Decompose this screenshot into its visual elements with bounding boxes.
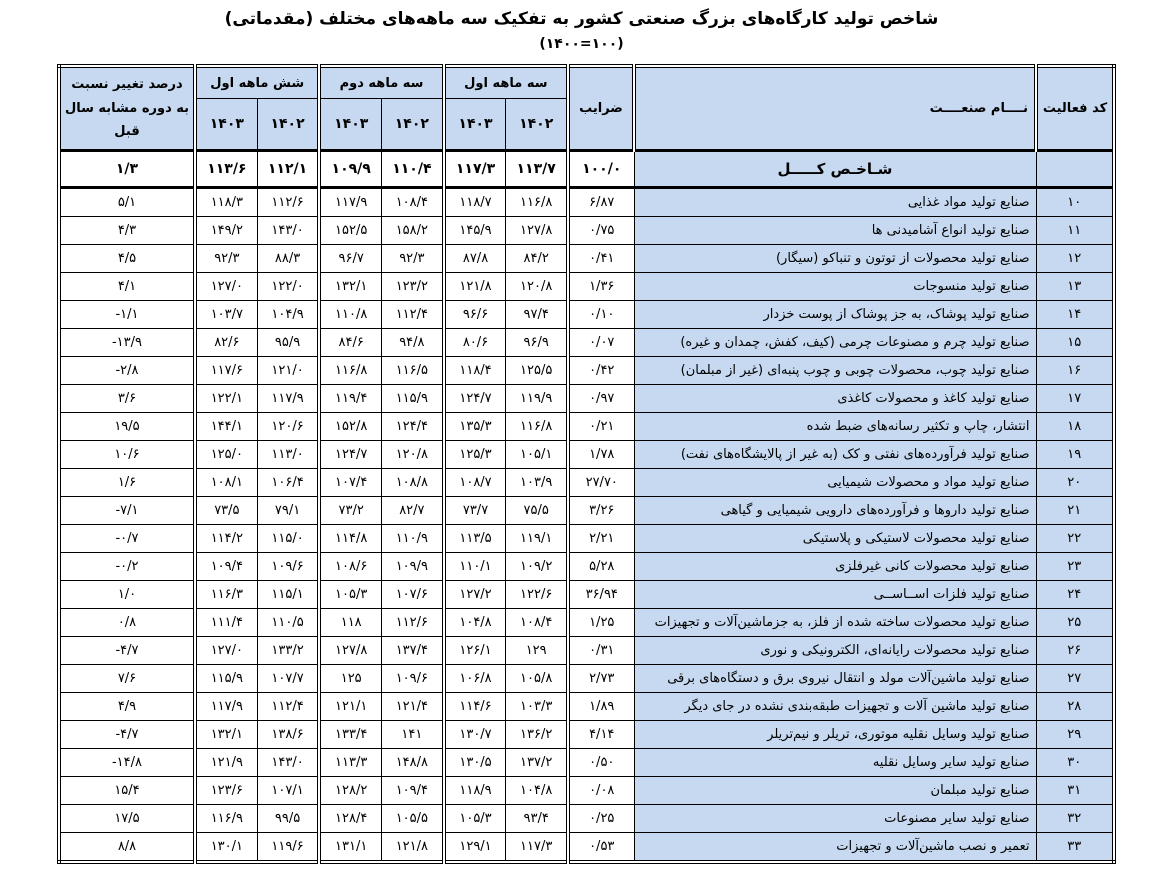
activity-code-cell: ۲۳ bbox=[1036, 553, 1114, 581]
activity-code-cell: ۲۱ bbox=[1036, 497, 1114, 525]
industry-name-cell: صنایع تولید چوب، محصولات چوبی و چوب پنبه‌ای (غیر از مبلمان) bbox=[634, 357, 1036, 385]
industry-name-cell: صنایع تولید داروها و فرآورده‌های دارویی شیمیایی و گیاهی bbox=[634, 497, 1036, 525]
coefficient-cell: ۳۶/۹۴ bbox=[568, 581, 634, 609]
table-header bbox=[59, 66, 1114, 151]
q1-1403-cell: ۱۰۴/۸ bbox=[444, 609, 506, 637]
q1-1403-cell: ۱۱۸/۹ bbox=[444, 777, 506, 805]
h1-1402-cell: ۱۳۸/۶ bbox=[257, 721, 319, 749]
q2-1402-cell: ۱۱۶/۵ bbox=[382, 357, 444, 385]
h1-1402-cell: ۹۵/۹ bbox=[257, 329, 319, 357]
industry-name-cell: صنایع تولید ماشین‌آلات مولد و انتقال نیروی برق و دستگاه‌های برقی bbox=[634, 665, 1036, 693]
coefficient-cell: ۱/۳۶ bbox=[568, 273, 634, 301]
h1-1403-cell: ۱۲۱/۹ bbox=[195, 749, 257, 777]
activity-code-cell: ۲۶ bbox=[1036, 637, 1114, 665]
q2-1403-cell: ۱۵۲/۸ bbox=[319, 413, 381, 441]
h1-1403-cell: ۱۰۹/۴ bbox=[195, 553, 257, 581]
q1-1402-cell: ۱۳۷/۲ bbox=[506, 749, 568, 777]
industry-name-cell: صنایع تولید سایر وسایل نقلیه bbox=[634, 749, 1036, 777]
q1-1402-cell: ۸۴/۲ bbox=[506, 245, 568, 273]
q1-1403-cell: ۱۱۸/۴ bbox=[444, 357, 506, 385]
coefficient-cell: ۰/۲۱ bbox=[568, 413, 634, 441]
activity-code-cell: ۳۰ bbox=[1036, 749, 1114, 777]
activity-code-cell: ۱۶ bbox=[1036, 357, 1114, 385]
industry-name-cell: صنایع تولید کاغذ و محصولات کاغذی bbox=[634, 385, 1036, 413]
q2-1402-cell: ۱۲۳/۲ bbox=[382, 273, 444, 301]
h1-1402-cell: ۱۲۰/۶ bbox=[257, 413, 319, 441]
industry-name-cell: صنایع تولید محصولات ساخته شده از فلز، به جزماشین‌آلات و تجهیزات bbox=[634, 609, 1036, 637]
header-activity-code: کد فعالیت bbox=[1036, 66, 1114, 151]
q1-1402-cell: ۱۱۷/۳ bbox=[506, 833, 568, 863]
coefficient-cell: ۰/۳۱ bbox=[568, 637, 634, 665]
q2-1403-cell: ۱۲۵ bbox=[319, 665, 381, 693]
coefficient-cell: ۵/۲۸ bbox=[568, 553, 634, 581]
q2-1402-cell: ۱۰۹/۹ bbox=[382, 553, 444, 581]
percent-change-cell: ۱۹/۵ bbox=[59, 413, 195, 441]
coefficient-cell: ۳/۲۶ bbox=[568, 497, 634, 525]
table-row bbox=[59, 273, 1114, 301]
q2-1402-cell: ۹۴/۸ bbox=[382, 329, 444, 357]
q1-1402-cell: ۱۱۶/۸ bbox=[506, 188, 568, 217]
table-row bbox=[59, 805, 1114, 833]
production-index-table bbox=[57, 64, 1116, 864]
industry-name-cell: صنایع تولید مبلمان bbox=[634, 777, 1036, 805]
q2-1403-cell: ۸۴/۶ bbox=[319, 329, 381, 357]
percent-change-cell: ۵/۱ bbox=[59, 188, 195, 217]
q1-1402-cell: ۹۳/۴ bbox=[506, 805, 568, 833]
coefficient-cell: ۰/۵۳ bbox=[568, 833, 634, 863]
q1-1403-cell: ۹۶/۶ bbox=[444, 301, 506, 329]
q2-1403-cell: ۱۰۷/۴ bbox=[319, 469, 381, 497]
q2-1402-cell: ۱۳۷/۴ bbox=[382, 637, 444, 665]
percent-change-cell: ۱۰/۶ bbox=[59, 441, 195, 469]
q2-1403-cell: ۱۱۰/۸ bbox=[319, 301, 381, 329]
activity-code-cell: ۱۵ bbox=[1036, 329, 1114, 357]
q1-1402-cell: ۱۰۹/۲ bbox=[506, 553, 568, 581]
q1-1403-cell: ۱۰۸/۷ bbox=[444, 469, 506, 497]
q1-1403-cell: ۱۲۹/۱ bbox=[444, 833, 506, 863]
h1-1403-cell: ۱۱۴/۲ bbox=[195, 525, 257, 553]
h1-1403-cell: ۱۱۶/۹ bbox=[195, 805, 257, 833]
activity-code-cell: ۱۷ bbox=[1036, 385, 1114, 413]
table-row bbox=[59, 188, 1114, 217]
table-row bbox=[59, 301, 1114, 329]
activity-code-cell: ۲۹ bbox=[1036, 721, 1114, 749]
q1-1402-cell: ۱۲۲/۶ bbox=[506, 581, 568, 609]
h1-1402-cell: ۱۰۷/۱ bbox=[257, 777, 319, 805]
coefficient-cell: ۰/۷۵ bbox=[568, 217, 634, 245]
h1-1403-cell: ۱۲۳/۶ bbox=[195, 777, 257, 805]
q1-1402-cell: ۱۰۳/۹ bbox=[506, 469, 568, 497]
h1-1403-cell: ۱۱۷/۹ bbox=[195, 693, 257, 721]
activity-code-cell: ۲۷ bbox=[1036, 665, 1114, 693]
header-year-1403-q1: ۱۴۰۳ bbox=[444, 99, 506, 151]
percent-change-cell: ۴/۵ bbox=[59, 245, 195, 273]
q1-1403-cell: ۸۰/۶ bbox=[444, 329, 506, 357]
coefficient-cell: ۱۰۰/۰ bbox=[568, 151, 634, 188]
industry-name-cell: صنایع تولید وسایل نقلیه موتوری، تریلر و نیم‌تریلر bbox=[634, 721, 1036, 749]
industry-name-cell: انتشار، چاپ و تکثیر رسانه‌های ضبط شده bbox=[634, 413, 1036, 441]
h1-1403-cell: ۱۲۷/۰ bbox=[195, 273, 257, 301]
percent-change-cell: ۴/۱ bbox=[59, 273, 195, 301]
table-body bbox=[59, 151, 1114, 863]
q2-1403-cell: ۱۲۷/۸ bbox=[319, 637, 381, 665]
industry-name-cell: صنایع تولید ماشین آلات و تجهیزات طبقه‌بندی نشده در جای دیگر bbox=[634, 693, 1036, 721]
h1-1402-cell: ۸۸/۳ bbox=[257, 245, 319, 273]
header-year-1402-q2: ۱۴۰۲ bbox=[382, 99, 444, 151]
h1-1403-cell: ۱۳۲/۱ bbox=[195, 721, 257, 749]
q1-1403-cell: ۱۲۴/۷ bbox=[444, 385, 506, 413]
coefficient-cell: ۱/۲۵ bbox=[568, 609, 634, 637]
activity-code-cell: ۲۴ bbox=[1036, 581, 1114, 609]
q1-1402-cell: ۹۷/۴ bbox=[506, 301, 568, 329]
q1-1402-cell: ۱۲۰/۸ bbox=[506, 273, 568, 301]
activity-code-cell: ۱۸ bbox=[1036, 413, 1114, 441]
q1-1403-cell: ۱۲۶/۱ bbox=[444, 637, 506, 665]
q1-1403-cell: ۱۰۵/۳ bbox=[444, 805, 506, 833]
h1-1402-cell: ۱۱۲/۱ bbox=[257, 151, 319, 188]
activity-code-cell: ۲۸ bbox=[1036, 693, 1114, 721]
q1-1403-cell: ۸۷/۸ bbox=[444, 245, 506, 273]
percent-change-cell: -۷/۱ bbox=[59, 497, 195, 525]
q1-1402-cell: ۱۰۴/۸ bbox=[506, 777, 568, 805]
table-row bbox=[59, 329, 1114, 357]
activity-code-cell: ۱۹ bbox=[1036, 441, 1114, 469]
h1-1403-cell: ۱۱۷/۶ bbox=[195, 357, 257, 385]
percent-change-cell: ۰/۸ bbox=[59, 609, 195, 637]
h1-1403-cell: ۹۲/۳ bbox=[195, 245, 257, 273]
table-row bbox=[59, 525, 1114, 553]
q1-1403-cell: ۱۱۴/۶ bbox=[444, 693, 506, 721]
q2-1402-cell: ۱۰۸/۴ bbox=[382, 188, 444, 217]
q2-1403-cell: ۱۲۸/۴ bbox=[319, 805, 381, 833]
q2-1403-cell: ۱۱۶/۸ bbox=[319, 357, 381, 385]
h1-1402-cell: ۱۱۲/۶ bbox=[257, 188, 319, 217]
header-quarter2-group: سه ماهه دوم bbox=[319, 66, 443, 99]
percent-change-cell: ۱۷/۵ bbox=[59, 805, 195, 833]
coefficient-cell: ۲۷/۷۰ bbox=[568, 469, 634, 497]
header-industry-name: نــــام صنعــــت bbox=[634, 66, 1036, 151]
activity-code-cell: ۳۱ bbox=[1036, 777, 1114, 805]
header-coefficients: ضرایب bbox=[568, 66, 634, 151]
table-row bbox=[59, 469, 1114, 497]
h1-1403-cell: ۱۲۲/۱ bbox=[195, 385, 257, 413]
h1-1402-cell: ۱۰۶/۴ bbox=[257, 469, 319, 497]
q2-1403-cell: ۹۶/۷ bbox=[319, 245, 381, 273]
h1-1402-cell: ۱۴۳/۰ bbox=[257, 217, 319, 245]
q2-1402-cell: ۱۱۵/۹ bbox=[382, 385, 444, 413]
percent-change-cell: -۱۴/۸ bbox=[59, 749, 195, 777]
q1-1402-cell: ۱۰۸/۴ bbox=[506, 609, 568, 637]
q1-1403-cell: ۱۲۷/۲ bbox=[444, 581, 506, 609]
h1-1402-cell: ۱۱۲/۴ bbox=[257, 693, 319, 721]
table-row bbox=[59, 581, 1114, 609]
h1-1402-cell: ۱۲۲/۰ bbox=[257, 273, 319, 301]
q2-1402-cell: ۱۰۵/۵ bbox=[382, 805, 444, 833]
header-year-1402-h1: ۱۴۰۲ bbox=[257, 99, 319, 151]
header-year-1403-q2: ۱۴۰۳ bbox=[319, 99, 381, 151]
q1-1403-cell: ۱۲۱/۸ bbox=[444, 273, 506, 301]
industry-name-cell: صنایع تولید محصولات لاستیکی و پلاستیکی bbox=[634, 525, 1036, 553]
q2-1403-cell: ۷۳/۲ bbox=[319, 497, 381, 525]
q2-1402-cell: ۱۲۱/۴ bbox=[382, 693, 444, 721]
industry-name-cell: صنایع تولید چرم و مصنوعات چرمی (کیف، کفش، چمدان و غیره) bbox=[634, 329, 1036, 357]
percent-change-cell: -۴/۷ bbox=[59, 637, 195, 665]
activity-code-cell: ۳۲ bbox=[1036, 805, 1114, 833]
coefficient-cell: ۴/۱۴ bbox=[568, 721, 634, 749]
q1-1402-cell: ۱۲۹ bbox=[506, 637, 568, 665]
q2-1403-cell: ۱۵۲/۵ bbox=[319, 217, 381, 245]
coefficient-cell: ۰/۰۸ bbox=[568, 777, 634, 805]
h1-1402-cell: ۷۹/۱ bbox=[257, 497, 319, 525]
percent-change-cell: ۴/۳ bbox=[59, 217, 195, 245]
h1-1402-cell: ۹۹/۵ bbox=[257, 805, 319, 833]
q2-1402-cell: ۱۱۰/۹ bbox=[382, 525, 444, 553]
industry-name-cell: تعمیر و نصب ماشین‌آلات و تجهیزات bbox=[634, 833, 1036, 863]
header-year-1402-q1: ۱۴۰۲ bbox=[506, 99, 568, 151]
q1-1403-cell: ۱۴۵/۹ bbox=[444, 217, 506, 245]
coefficient-cell: ۰/۹۷ bbox=[568, 385, 634, 413]
percent-change-cell: ۱/۶ bbox=[59, 469, 195, 497]
coefficient-cell: ۲/۲۱ bbox=[568, 525, 634, 553]
header-half1-group: شش ماهه اول bbox=[195, 66, 319, 99]
q1-1402-cell: ۱۲۷/۸ bbox=[506, 217, 568, 245]
q2-1402-cell: ۱۵۸/۲ bbox=[382, 217, 444, 245]
q2-1403-cell: ۱۲۸/۲ bbox=[319, 777, 381, 805]
h1-1402-cell: ۱۰۴/۹ bbox=[257, 301, 319, 329]
coefficient-cell: ۲/۷۳ bbox=[568, 665, 634, 693]
q1-1403-cell: ۱۱۳/۵ bbox=[444, 525, 506, 553]
h1-1403-cell: ۱۴۴/۱ bbox=[195, 413, 257, 441]
q2-1403-cell: ۱۳۲/۱ bbox=[319, 273, 381, 301]
table-row bbox=[59, 721, 1114, 749]
industry-name-cell: صنایع تولید منسوجات bbox=[634, 273, 1036, 301]
page-title: شاخص تولید کارگاه‌های بزرگ صنعتی کشور به تفکیک سه ماهه‌های مختلف (مقدماتی) bbox=[224, 9, 939, 29]
h1-1403-cell: ۱۰۳/۷ bbox=[195, 301, 257, 329]
coefficient-cell: ۰/۵۰ bbox=[568, 749, 634, 777]
activity-code-cell: ۳۳ bbox=[1036, 833, 1114, 863]
table-row bbox=[59, 217, 1114, 245]
h1-1403-cell: ۱۱۶/۳ bbox=[195, 581, 257, 609]
h1-1402-cell: ۱۴۳/۰ bbox=[257, 749, 319, 777]
q1-1403-cell: ۷۳/۷ bbox=[444, 497, 506, 525]
h1-1402-cell: ۱۱۹/۶ bbox=[257, 833, 319, 863]
q2-1402-cell: ۸۲/۷ bbox=[382, 497, 444, 525]
q1-1403-cell: ۱۳۵/۳ bbox=[444, 413, 506, 441]
q1-1402-cell: ۱۲۵/۵ bbox=[506, 357, 568, 385]
h1-1402-cell: ۱۱۵/۰ bbox=[257, 525, 319, 553]
percent-change-cell: -۱/۱ bbox=[59, 301, 195, 329]
q2-1403-cell: ۱۰۵/۳ bbox=[319, 581, 381, 609]
q2-1402-cell: ۱۲۴/۴ bbox=[382, 413, 444, 441]
h1-1403-cell: ۱۱۱/۴ bbox=[195, 609, 257, 637]
q2-1403-cell: ۱۳۳/۴ bbox=[319, 721, 381, 749]
percent-change-cell: ۸/۸ bbox=[59, 833, 195, 863]
percent-change-cell: ۱/۰ bbox=[59, 581, 195, 609]
q1-1403-cell: ۱۳۰/۵ bbox=[444, 749, 506, 777]
q2-1402-cell: ۱۱۲/۶ bbox=[382, 609, 444, 637]
q2-1402-cell: ۱۴۸/۸ bbox=[382, 749, 444, 777]
h1-1403-cell: ۱۲۷/۰ bbox=[195, 637, 257, 665]
industry-name-cell: صنایع تولید محصولات رایانه‌ای، الکترونیکی و نوری bbox=[634, 637, 1036, 665]
table-row bbox=[59, 777, 1114, 805]
h1-1402-cell: ۱۱۰/۵ bbox=[257, 609, 319, 637]
table-row bbox=[59, 749, 1114, 777]
table-row bbox=[59, 609, 1114, 637]
q2-1403-cell: ۱۳۱/۱ bbox=[319, 833, 381, 863]
activity-code-cell: ۲۵ bbox=[1036, 609, 1114, 637]
h1-1402-cell: ۱۲۱/۰ bbox=[257, 357, 319, 385]
q1-1402-cell: ۱۱۹/۱ bbox=[506, 525, 568, 553]
q2-1402-cell: ۱۲۱/۸ bbox=[382, 833, 444, 863]
q1-1403-cell: ۱۰۶/۸ bbox=[444, 665, 506, 693]
industry-name-cell: صنایع تولید فرآورده‌های نفتی و کک (به غیر از پالایشگاه‌های نفت) bbox=[634, 441, 1036, 469]
coefficient-cell: ۰/۰۷ bbox=[568, 329, 634, 357]
q1-1402-cell: ۱۱۶/۸ bbox=[506, 413, 568, 441]
q2-1403-cell: ۱۱۷/۹ bbox=[319, 188, 381, 217]
q1-1403-cell: ۱۱۸/۷ bbox=[444, 188, 506, 217]
q2-1402-cell: ۱۰۸/۸ bbox=[382, 469, 444, 497]
percent-change-cell: -۴/۷ bbox=[59, 721, 195, 749]
q2-1403-cell: ۱۱۴/۸ bbox=[319, 525, 381, 553]
q2-1402-cell: ۱۰۷/۶ bbox=[382, 581, 444, 609]
q2-1403-cell: ۱۲۴/۷ bbox=[319, 441, 381, 469]
q2-1402-cell: ۱۲۰/۸ bbox=[382, 441, 444, 469]
percent-change-cell: ۴/۹ bbox=[59, 693, 195, 721]
table-row bbox=[59, 245, 1114, 273]
h1-1403-cell: ۸۲/۶ bbox=[195, 329, 257, 357]
activity-code-cell: ۱۳ bbox=[1036, 273, 1114, 301]
h1-1402-cell: ۱۳۳/۲ bbox=[257, 637, 319, 665]
activity-code-cell: ۱۱ bbox=[1036, 217, 1114, 245]
coefficient-cell: ۱/۸۹ bbox=[568, 693, 634, 721]
percent-change-cell: -۲/۸ bbox=[59, 357, 195, 385]
industry-name-cell: صنایع تولید مواد غذایی bbox=[634, 188, 1036, 217]
table-row bbox=[59, 441, 1114, 469]
coefficient-cell: ۰/۱۰ bbox=[568, 301, 634, 329]
q2-1402-cell: ۱۱۲/۴ bbox=[382, 301, 444, 329]
q1-1402-cell: ۷۵/۵ bbox=[506, 497, 568, 525]
h1-1403-cell: ۱۰۸/۱ bbox=[195, 469, 257, 497]
q1-1403-cell: ۱۲۵/۳ bbox=[444, 441, 506, 469]
q1-1402-cell: ۱۰۵/۸ bbox=[506, 665, 568, 693]
header-year-1403-h1: ۱۴۰۳ bbox=[195, 99, 257, 151]
h1-1403-cell: ۱۳۰/۱ bbox=[195, 833, 257, 863]
q1-1403-cell: ۱۱۷/۳ bbox=[444, 151, 506, 188]
base-year-note: (۱۴۰۰=۱۰۰) bbox=[539, 36, 624, 52]
percent-change-cell: ۱/۳ bbox=[59, 151, 195, 188]
industry-name-cell: صنایع تولید مواد و محصولات شیمیایی bbox=[634, 469, 1036, 497]
percent-change-cell: ۱۵/۴ bbox=[59, 777, 195, 805]
q1-1402-cell: ۱۱۳/۷ bbox=[506, 151, 568, 188]
coefficient-cell: ۰/۴۲ bbox=[568, 357, 634, 385]
table-row bbox=[59, 553, 1114, 581]
q2-1403-cell: ۱۲۱/۱ bbox=[319, 693, 381, 721]
q2-1402-cell: ۱۱۰/۴ bbox=[382, 151, 444, 188]
table-row bbox=[59, 665, 1114, 693]
industry-name-cell: صنایع تولید محصولات کانی غیرفلزی bbox=[634, 553, 1036, 581]
q1-1403-cell: ۱۳۰/۷ bbox=[444, 721, 506, 749]
h1-1403-cell: ۱۱۸/۳ bbox=[195, 188, 257, 217]
percent-change-cell: -۱۳/۹ bbox=[59, 329, 195, 357]
activity-code-cell: ۱۴ bbox=[1036, 301, 1114, 329]
q2-1402-cell: ۱۰۹/۴ bbox=[382, 777, 444, 805]
activity-code-cell: ۲۰ bbox=[1036, 469, 1114, 497]
q2-1402-cell: ۹۲/۳ bbox=[382, 245, 444, 273]
activity-code-cell: ۲۲ bbox=[1036, 525, 1114, 553]
q2-1403-cell: ۱۰۸/۶ bbox=[319, 553, 381, 581]
h1-1402-cell: ۱۱۳/۰ bbox=[257, 441, 319, 469]
page-subtitle bbox=[0, 36, 1163, 52]
activity-code-cell bbox=[1036, 151, 1114, 188]
q2-1402-cell: ۱۴۱ bbox=[382, 721, 444, 749]
percent-change-cell: ۷/۶ bbox=[59, 665, 195, 693]
h1-1402-cell: ۱۰۷/۷ bbox=[257, 665, 319, 693]
h1-1403-cell: ۱۴۹/۲ bbox=[195, 217, 257, 245]
percent-change-cell: ۳/۶ bbox=[59, 385, 195, 413]
h1-1403-cell: ۱۱۳/۶ bbox=[195, 151, 257, 188]
coefficient-cell: ۰/۴۱ bbox=[568, 245, 634, 273]
coefficient-cell: ۰/۲۵ bbox=[568, 805, 634, 833]
percent-change-cell: -۰/۲ bbox=[59, 553, 195, 581]
table-row bbox=[59, 637, 1114, 665]
q1-1402-cell: ۱۰۳/۳ bbox=[506, 693, 568, 721]
table-row bbox=[59, 357, 1114, 385]
table-row bbox=[59, 833, 1114, 863]
table-row bbox=[59, 693, 1114, 721]
table-row bbox=[59, 497, 1114, 525]
industry-name-cell: صنایع تولید سایر مصنوعات bbox=[634, 805, 1036, 833]
coefficient-cell: ۶/۸۷ bbox=[568, 188, 634, 217]
q2-1403-cell: ۱۱۹/۴ bbox=[319, 385, 381, 413]
header-quarter1-group: سه ماهه اول bbox=[444, 66, 568, 99]
h1-1403-cell: ۱۱۵/۹ bbox=[195, 665, 257, 693]
industry-name-cell: صنایع تولید محصولات از توتون و تنباکو (سیگار) bbox=[634, 245, 1036, 273]
q2-1403-cell: ۱۱۸ bbox=[319, 609, 381, 637]
activity-code-cell: ۱۲ bbox=[1036, 245, 1114, 273]
h1-1402-cell: ۱۱۵/۱ bbox=[257, 581, 319, 609]
q1-1402-cell: ۱۰۵/۱ bbox=[506, 441, 568, 469]
industry-name-cell: صنایع تولید پوشاک، به جز پوشاک از پوست خزدار bbox=[634, 301, 1036, 329]
q1-1403-cell: ۱۱۰/۱ bbox=[444, 553, 506, 581]
q1-1402-cell: ۱۱۹/۹ bbox=[506, 385, 568, 413]
h1-1403-cell: ۷۳/۵ bbox=[195, 497, 257, 525]
q1-1402-cell: ۹۶/۹ bbox=[506, 329, 568, 357]
activity-code-cell: ۱۰ bbox=[1036, 188, 1114, 217]
coefficient-cell: ۱/۷۸ bbox=[568, 441, 634, 469]
table-row bbox=[59, 385, 1114, 413]
percent-change-cell: -۰/۷ bbox=[59, 525, 195, 553]
q2-1402-cell: ۱۰۹/۶ bbox=[382, 665, 444, 693]
industry-name-cell: صنایع تولید فلزات اســاســی bbox=[634, 581, 1036, 609]
table-row bbox=[59, 413, 1114, 441]
industry-name-cell: صنایع تولید انواع آشامیدنی ها bbox=[634, 217, 1036, 245]
total-index-row bbox=[59, 151, 1114, 188]
q2-1403-cell: ۱۱۳/۳ bbox=[319, 749, 381, 777]
h1-1403-cell: ۱۲۵/۰ bbox=[195, 441, 257, 469]
industry-name-cell: شـاخـص کـــــل bbox=[634, 151, 1036, 188]
header-percent-change: درصد تغییر نسبت به دوره مشابه سال قبل bbox=[59, 66, 195, 151]
h1-1402-cell: ۱۱۷/۹ bbox=[257, 385, 319, 413]
q2-1403-cell: ۱۰۹/۹ bbox=[319, 151, 381, 188]
q1-1402-cell: ۱۳۶/۲ bbox=[506, 721, 568, 749]
h1-1402-cell: ۱۰۹/۶ bbox=[257, 553, 319, 581]
